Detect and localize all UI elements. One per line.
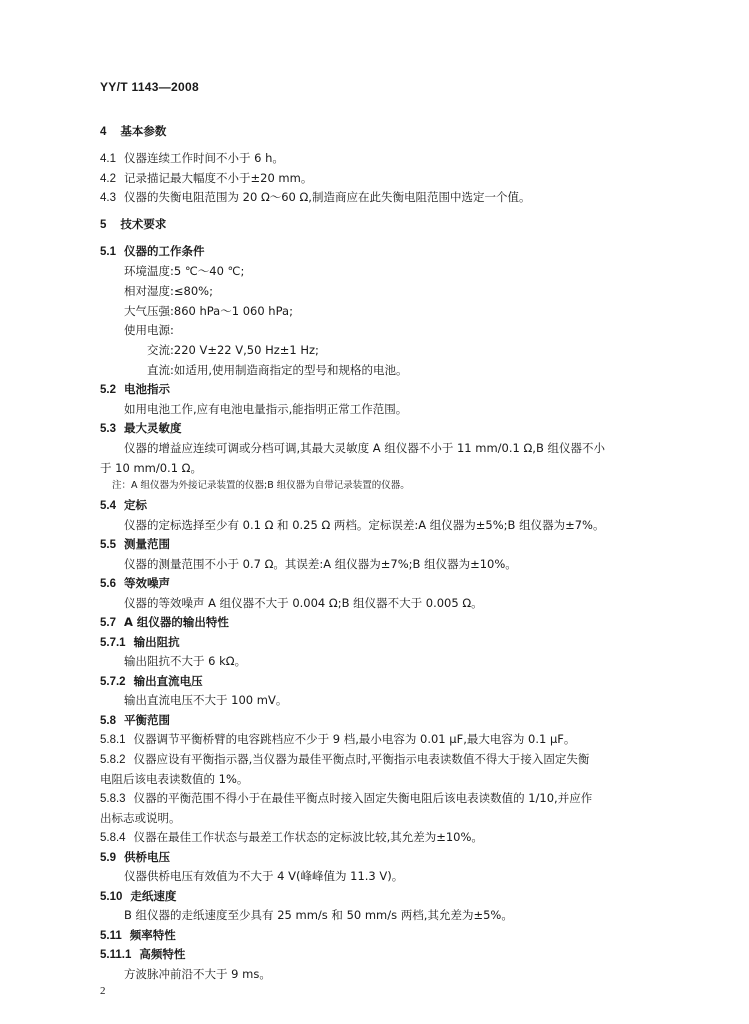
clause-text: 仪器的失衡电阻范围为 20 Ω～60 Ω,制造商应在此失衡电阻范围中选定一个值。 xyxy=(124,190,531,204)
clause-4-2 xyxy=(100,170,312,187)
clause-text: 输出直流电压 xyxy=(133,674,203,688)
clause-text: 交流:220 V±22 V,50 Hz±1 Hz; xyxy=(147,343,319,357)
clause-5-1 xyxy=(100,243,205,260)
clause-5-7-2 xyxy=(100,673,203,690)
clause-5-4 xyxy=(100,497,147,514)
clause-number: 5.10 xyxy=(100,891,123,903)
clause-text: 仪器的平衡范围不得小于在最佳平衡点时接入固定失衡电阻后该电表读数值的 1/10,并应作 xyxy=(133,791,593,805)
clause-text: 如用电池工作,应有电池电量指示,能指明正常工作范围。 xyxy=(124,402,408,416)
clause-text: 高频特性 xyxy=(139,947,186,961)
clause-number: 5.3 xyxy=(100,423,116,435)
clause-number: 5.8.3 xyxy=(100,793,126,805)
clause-number: 5.4 xyxy=(100,500,116,512)
note-line xyxy=(112,478,410,494)
clause-number: 4.1 xyxy=(100,153,116,165)
clause-number: 5.1 xyxy=(100,246,116,258)
clause-text-line xyxy=(100,460,202,476)
clause-text-line xyxy=(124,283,213,299)
clause-5-9 xyxy=(100,849,170,866)
clause-number: 5.8.1 xyxy=(100,734,126,746)
clause-text-line xyxy=(124,692,287,708)
clause-text: 仪器的增益应连续可调或分档可调,其最大灵敏度 A 组仪器不小于 11 mm/0.1 Ω,B 组仪器不小 xyxy=(124,441,605,455)
page-number: 2 xyxy=(100,985,106,997)
clause-5-8-1 xyxy=(100,731,575,748)
clause-text-line xyxy=(124,440,605,456)
clause-text: 测量范围 xyxy=(124,537,170,551)
clause-5-2 xyxy=(100,381,170,398)
clause-5-8-4 xyxy=(100,829,483,846)
clause-text: 仪器的测量范围不小于 0.7 Ω。其误差:A 组仪器为±7%;B 组仪器为±10%。 xyxy=(124,557,517,571)
clause-text-line xyxy=(124,263,244,279)
clause-5-11 xyxy=(100,927,176,944)
clause-text-line xyxy=(124,595,483,611)
clause-text: 于 10 mm/0.1 Ω。 xyxy=(100,461,202,475)
clause-text: 供桥电压 xyxy=(124,850,170,864)
clause-number: 5.6 xyxy=(100,578,116,590)
clause-text: 电池指示 xyxy=(124,382,170,396)
clause-number: 5.11 xyxy=(100,930,122,942)
clause-text-line xyxy=(147,362,408,378)
clause-5-11-1 xyxy=(100,946,185,963)
clause-text: 平衡范围 xyxy=(124,713,170,727)
clause-text: B 组仪器的走纸速度至少具有 25 mm/s 和 50 mm/s 两档,其允差为±5%。 xyxy=(124,908,513,922)
clause-text: 仪器的工作条件 xyxy=(124,244,205,258)
clause-text: 输出阻抗 xyxy=(133,635,180,649)
clause-5 xyxy=(100,216,166,233)
clause-text: 注：A 组仪器为外接记录装置的仪器;B 组仪器为自带记录装置的仪器。 xyxy=(112,480,410,491)
clause-text: 仪器的等效噪声 A 组仪器不大于 0.004 Ω;B 组仪器不大于 0.005 Ω。 xyxy=(124,596,483,610)
clause-number: 5.7.1 xyxy=(100,637,126,649)
standard-code-header: YY/T 1143—2008 xyxy=(100,80,199,94)
clause-5-8 xyxy=(100,712,170,729)
clause-5-10 xyxy=(100,888,176,905)
clause-text: 仪器在最佳工作状态与最差工作状态的定标波比较,其允差为±10%。 xyxy=(133,830,483,844)
clause-text: 方波脉冲前沿不大于 9 ms。 xyxy=(124,967,271,981)
clause-text: 输出直流电压不大于 100 mV。 xyxy=(124,693,288,707)
clause-text-line xyxy=(124,322,174,338)
clause-text: 仪器的定标选择至少有 0.1 Ω 和 0.25 Ω 两档。定标误差:A 组仪器为±5%;B 组仪器为±7%。 xyxy=(124,518,605,532)
clause-4-3 xyxy=(100,189,530,206)
clause-number: 4 xyxy=(100,126,107,138)
clause-number: 5.8.4 xyxy=(100,832,126,844)
clause-number: 5.7 xyxy=(100,617,116,629)
clause-5-7-1 xyxy=(100,634,180,651)
clause-5-8-3 xyxy=(100,790,592,807)
clause-text-line xyxy=(147,342,319,358)
clause-number: 5.7.2 xyxy=(100,676,126,688)
clause-text: 仪器连续工作时间不小于 6 h。 xyxy=(124,151,284,165)
clause-text-line xyxy=(124,907,513,923)
clause-text: 仪器调节平衡桥臂的电容跳档应不少于 9 档,最小电容为 0.01 μF,最大电容为 0.1 μF。 xyxy=(133,732,576,746)
clause-text: 定标 xyxy=(124,498,147,512)
clause-text: 相对湿度:≤80%; xyxy=(124,284,213,298)
clause-number: 5.11.1 xyxy=(100,949,132,961)
clause-text: 大气压强:860 hPa～1 060 hPa; xyxy=(124,304,293,318)
clause-text: 直流:如适用,使用制造商指定的型号和规格的电池。 xyxy=(147,363,408,377)
clause-5-5 xyxy=(100,536,170,553)
clause-number: 4.2 xyxy=(100,173,116,185)
clause-text: 走纸速度 xyxy=(130,889,177,903)
clause-text-line xyxy=(124,966,271,982)
clause-number: 5 xyxy=(100,219,107,231)
clause-text-line xyxy=(124,868,403,884)
clause-text: 仪器应设有平衡指示器,当仪器为最佳平衡点时,平衡指示电表读数值不得大于接入固定失衡 xyxy=(133,752,590,766)
clause-text: 基本参数 xyxy=(120,124,167,138)
clause-text: 频率特性 xyxy=(129,928,176,942)
clause-number: 5.8 xyxy=(100,715,116,727)
clause-number: 5.5 xyxy=(100,539,116,551)
clause-5-8-2 xyxy=(100,751,589,768)
clause-text: A 组仪器的输出特性 xyxy=(124,615,229,629)
clause-text: 等效噪声 xyxy=(124,576,170,590)
clause-text-line xyxy=(124,653,246,669)
clause-text-line xyxy=(124,556,517,572)
clause-text: 电阻后该电表读数值的 1%。 xyxy=(100,772,249,786)
clause-text-line xyxy=(124,401,407,417)
clause-5-3 xyxy=(100,420,182,437)
clause-5-6 xyxy=(100,575,170,592)
clause-number: 5.9 xyxy=(100,852,116,864)
clause-text-line xyxy=(124,303,293,319)
clause-text: 出标志或说明。 xyxy=(100,811,181,825)
clause-text: 环境温度:5 ℃～40 ℃; xyxy=(124,264,245,278)
clause-number: 5.8.2 xyxy=(100,754,126,766)
clause-4-1 xyxy=(100,150,284,167)
clause-text: 使用电源: xyxy=(124,323,174,337)
clause-number: 4.3 xyxy=(100,192,116,204)
clause-text-line xyxy=(124,517,604,533)
clause-text: 最大灵敏度 xyxy=(124,421,182,435)
clause-number: 5.2 xyxy=(100,384,116,396)
clause-text-line xyxy=(100,810,181,826)
clause-text: 输出阻抗不大于 6 kΩ。 xyxy=(124,654,247,668)
clause-text: 技术要求 xyxy=(120,217,167,231)
clause-4 xyxy=(100,123,166,140)
clause-text: 记录描记最大幅度不小于±20 mm。 xyxy=(124,171,313,185)
clause-5-7 xyxy=(100,614,229,631)
clause-text-line xyxy=(100,771,248,787)
clause-text: 仪器供桥电压有效值为不大于 4 V(峰峰值为 11.3 V)。 xyxy=(124,869,404,883)
